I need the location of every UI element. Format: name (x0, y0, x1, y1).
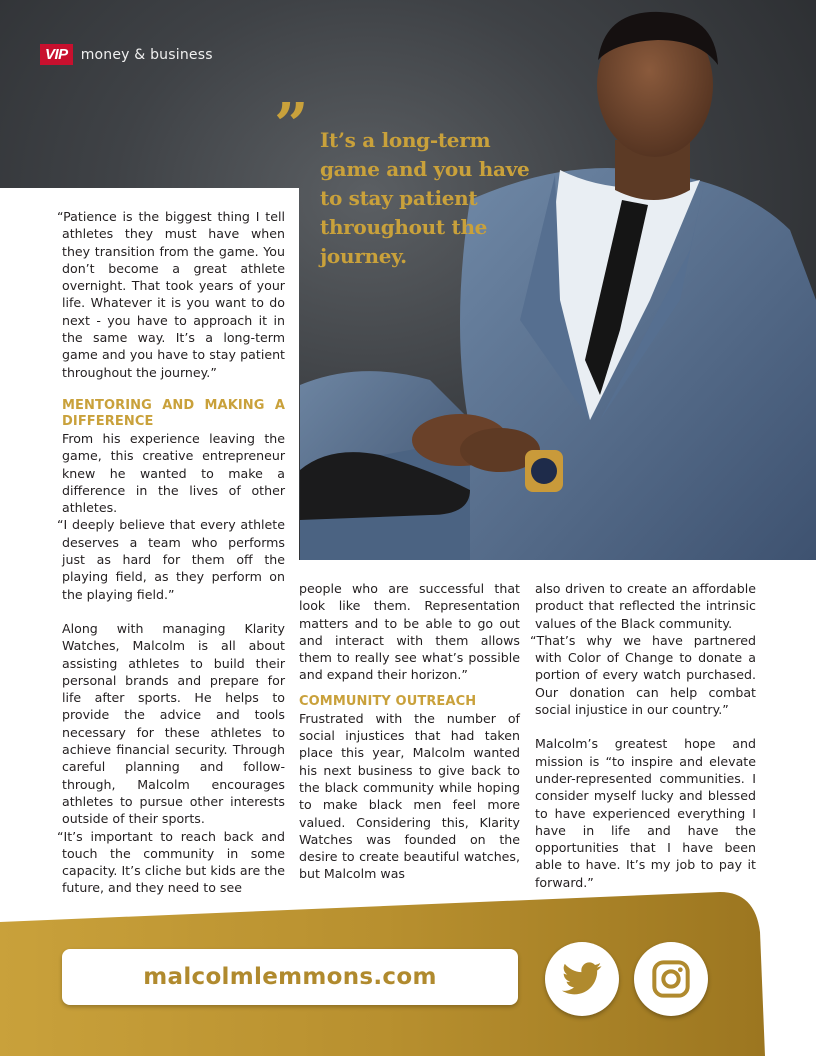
paragraph: people who are successful that look like them. Representation matters and to be able to go out and interact with them allows them to really see what’s possible and expand their horizon.” (299, 581, 520, 683)
heading-community-outreach: COMMUNITY OUTREACH (299, 693, 477, 709)
quote-paragraph: “That’s why we have partnered with Color of Change to donate a portion of every watch purchased. Our donation can help combat social injustice in our country.” (530, 632, 756, 718)
pull-quote: It’s a long-term game and you have to stay patient throughout the journey. (320, 128, 530, 268)
magazine-brand (40, 44, 213, 65)
quote-mark-icon: ” (274, 91, 309, 161)
article-column-2 (299, 580, 520, 883)
paragraph: Malcolm’s greatest hope and mission is “to inspire and elevate under-represented communities. I consider myself lucky and blessed to have experienced everything I have in life and have the opportunities that I have been able to have. It’s my job to pay it forward.” (535, 736, 756, 890)
twitter-icon (562, 962, 602, 996)
vip-logo: VIP (40, 44, 73, 65)
paragraph: also driven to create an affordable product that reflected the intrinsic values of the Black community. (535, 581, 756, 631)
paragraph: Along with managing Klarity Watches, Malcolm is all about assisting athletes to build their personal brands and prepare for life after sports. He helps to provide the advice and tools necessary for these athletes to achieve financial security. Through careful planning and follow-through, Malcolm encourages athletes to pursue other interests outside of their sports. (62, 620, 285, 827)
paragraph: Frustrated with the number of social injustices that had taken place this year, Malcolm wanted his next business to give back to the black community while hoping to make black men feel more valued. Considering this, Klarity Watches was founded on the desire to create beautiful watches, but Malcolm was (299, 710, 520, 882)
website-url[interactable]: malcolmlemmons.com (143, 964, 437, 990)
article-column-3 (530, 580, 756, 891)
twitter-button[interactable] (545, 942, 619, 1016)
website-link[interactable] (62, 949, 518, 1005)
quote-paragraph: “I deeply believe that every athlete deserves a team who performs just as hard for them off the playing field, as they perform on the playing field.” (57, 517, 285, 602)
paragraph: From his experience leaving the game, this creative entrepreneur knew he wanted to make a difference in the lives of other athletes. (62, 430, 285, 516)
instagram-button[interactable] (634, 942, 708, 1016)
opening-quote: “Patience is the biggest thing I tell athletes they must have when they transition from the game. You don’t become a great athlete overnight. That took years of your life. Whatever it is you want to do next - you have to approach it in the same way. It’s a long-term game and you have to stay patient throughout the journey.” (57, 209, 285, 380)
footer-banner (0, 892, 816, 1056)
instagram-icon (651, 959, 691, 999)
heading-mentoring: MENTORING AND MAKING A DIFFERENCE (62, 397, 285, 429)
article-column-1 (57, 208, 285, 897)
quote-paragraph: “It’s important to reach back and touch the community in some capacity. It’s cliche but kids are the future, and they need to see (57, 828, 285, 896)
section-title: money & business (80, 46, 213, 63)
